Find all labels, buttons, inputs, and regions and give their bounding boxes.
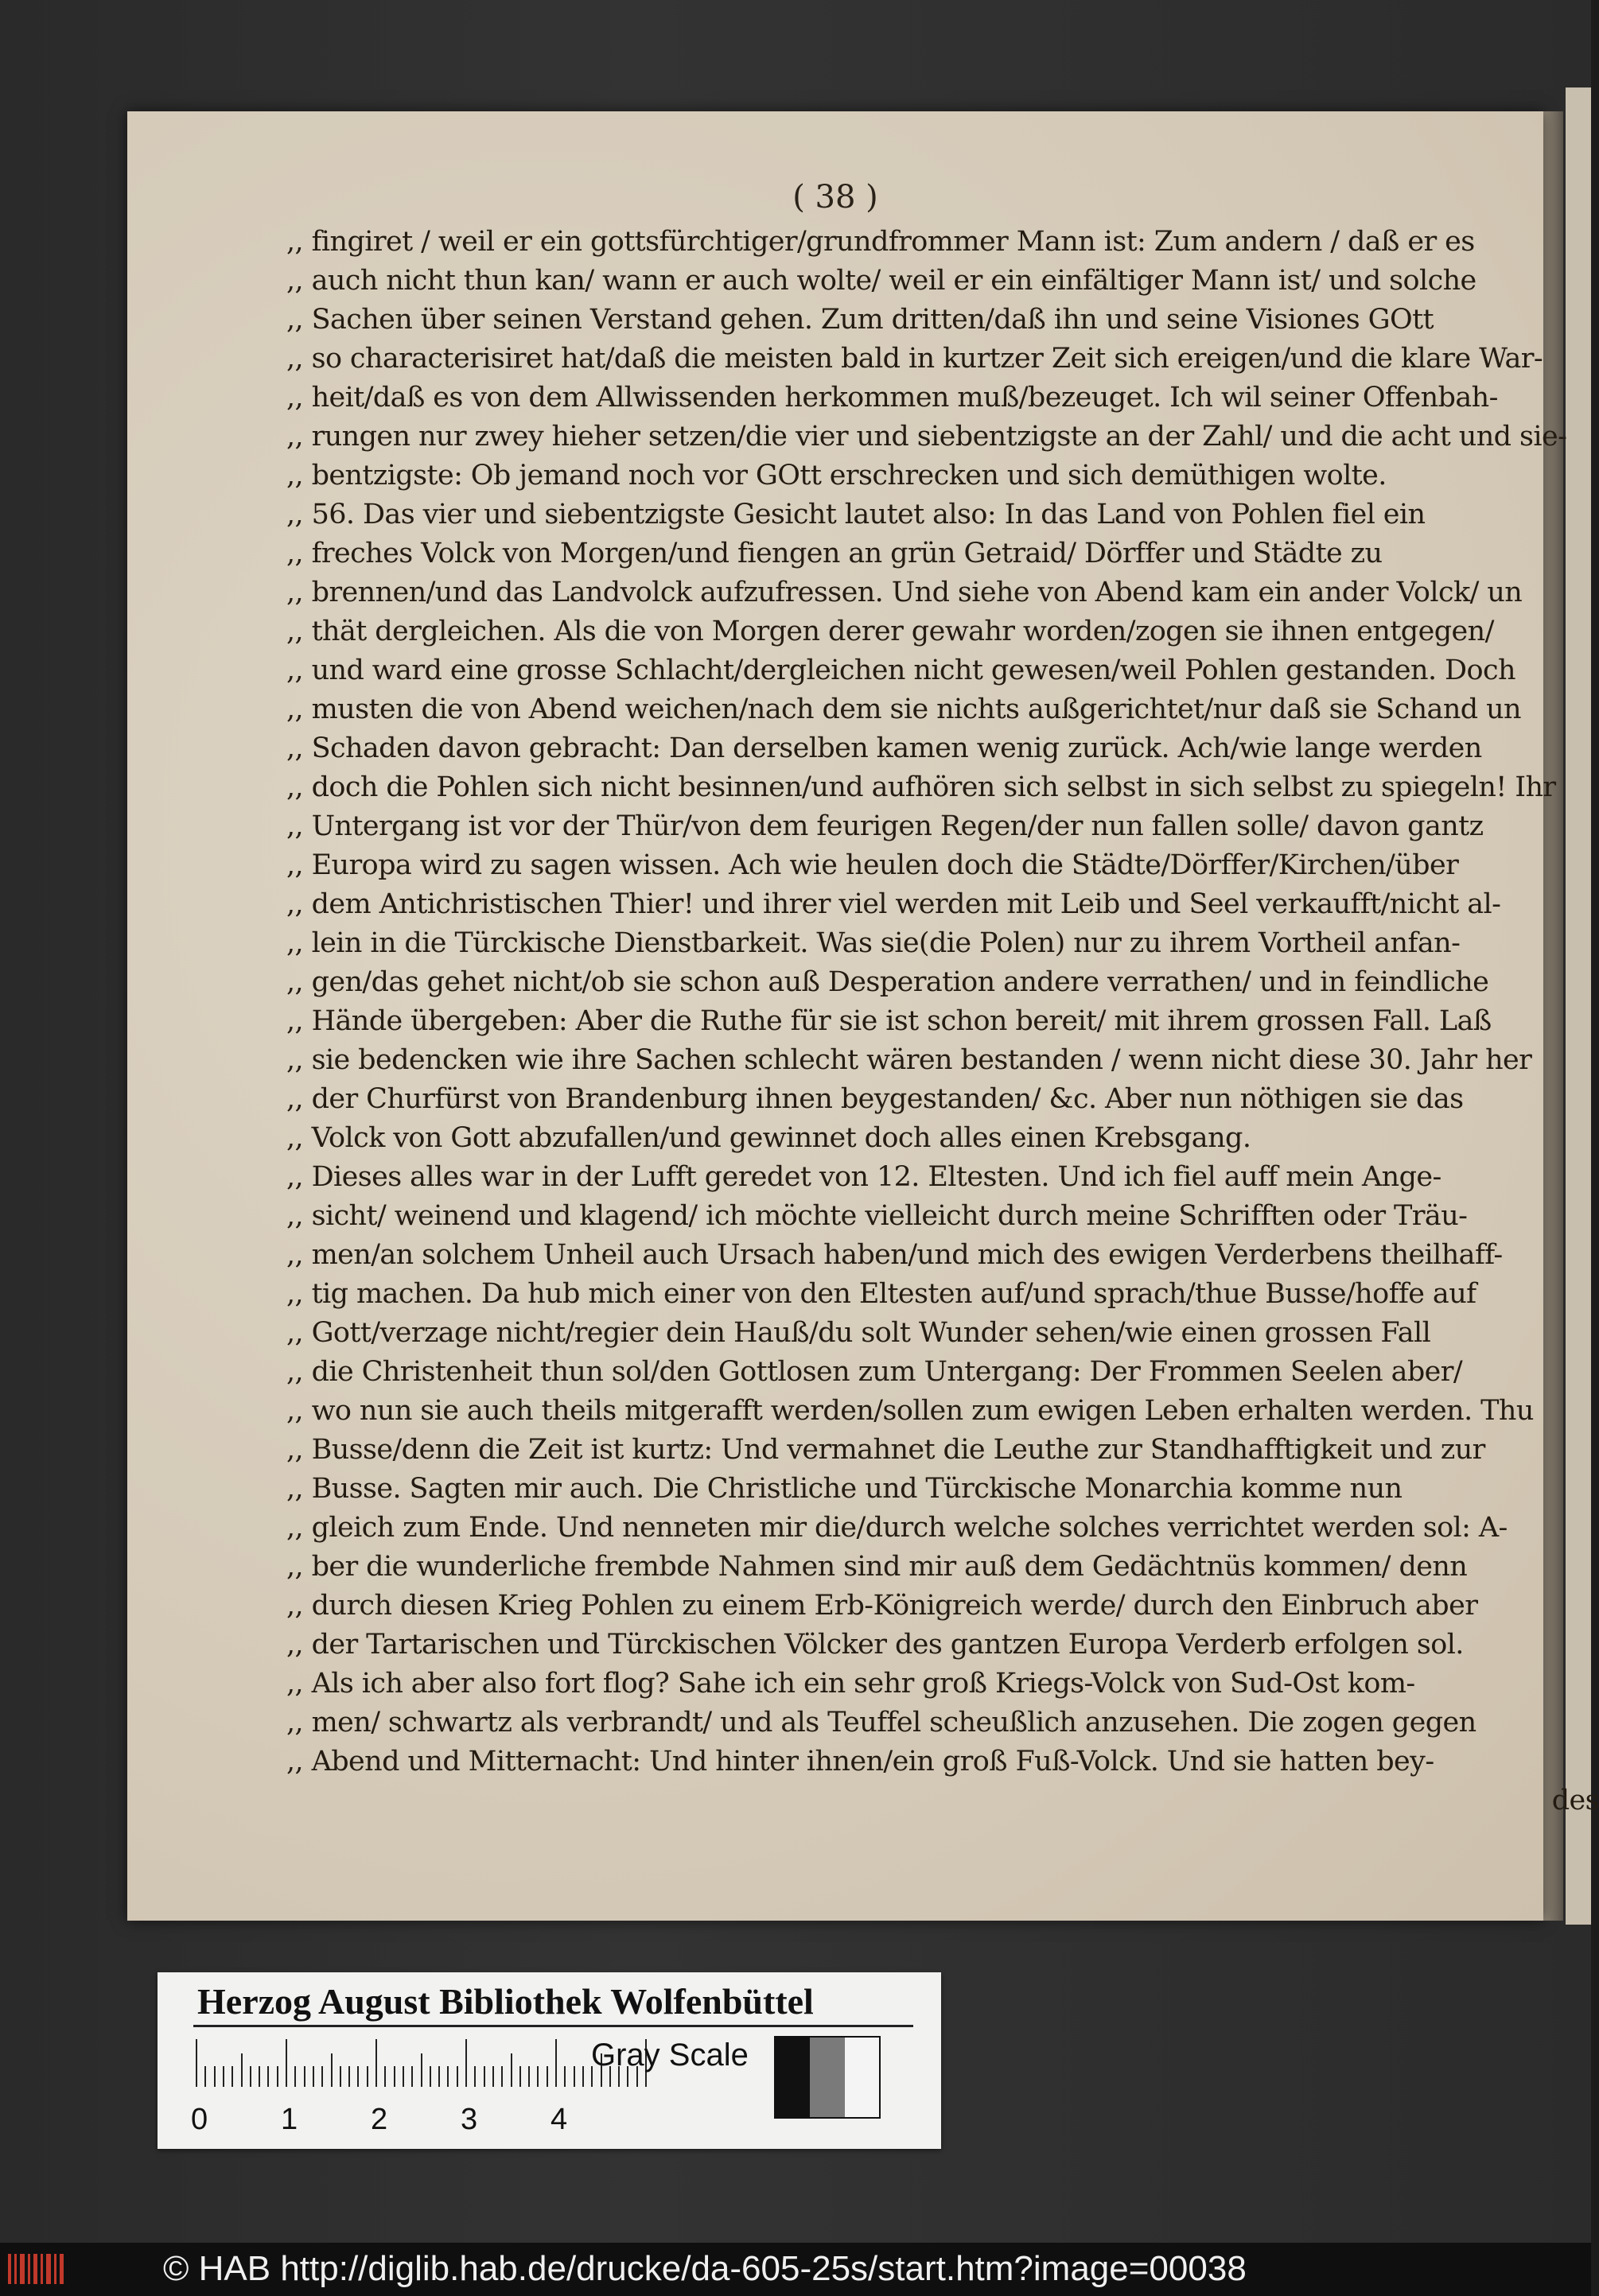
footer-bar [0, 2243, 1591, 2296]
text-line: ,, Dieses alles war in der Lufft geredet von 12. Eltesten. Und ich fiel auff mein Ange- [286, 1161, 1441, 1193]
ruler-tick [465, 2039, 467, 2087]
text-line: ,, musten die von Abend weichen/nach dem sie nichts außgerichtet/nur daß sie Schand un [286, 693, 1521, 725]
text-line: ,, brennen/und das Landvolck aufzufressen. Und siehe von Abend kam ein ander Volck/ un [286, 577, 1523, 608]
ruler-tick [564, 2066, 566, 2087]
catchword: des [1551, 1785, 1599, 1816]
text-line: ,, 56. Das vier und siebentzigste Gesicht lautet also: In das Land von Pohlen fiel ein [286, 499, 1426, 530]
text-line: ,, die Christenheit thun sol/den Gottlosen zum Untergang: Der Frommen Seelen aber/ [286, 1356, 1463, 1388]
text-line: ,, der Churfürst von Brandenburg ihnen beygestanden/ &c. Aber nun nöthigen sie das [286, 1083, 1464, 1115]
ruler-number-4: 4 [551, 2103, 568, 2136]
ruler-tick [447, 2066, 449, 2087]
ruler-tick [340, 2066, 341, 2087]
ruler-tick [501, 2066, 503, 2087]
ruler-tick [411, 2066, 413, 2087]
text-line: ,, auch nicht thun kan/ wann er auch wolte/ weil er ein einfältiger Mann ist/ und solche [286, 265, 1476, 297]
ruler-tick [394, 2066, 395, 2087]
swatch-gray [810, 2038, 844, 2117]
text-line: ,, Busse/denn die Zeit ist kurtz: Und vermahnet die Leuthe zur Standhafftigkeit und zur [286, 1434, 1485, 1466]
ruler-tick [250, 2066, 251, 2087]
ruler-tick [223, 2066, 224, 2087]
text-line: ,, der Tartarischen und Türckischen Völcker des gantzen Europa Verderb erfolgen sol. [286, 1629, 1464, 1661]
ruler-tick [313, 2066, 314, 2087]
ruler-tick [331, 2053, 333, 2087]
text-line: ,, Europa wird zu sagen wissen. Ach wie heulen doch die Städte/Dörffer/Kirchen/über [286, 849, 1459, 881]
page-number: ( 38 ) [792, 179, 878, 216]
ruler-tick [519, 2066, 521, 2087]
text-line: ,, Abend und Mitternacht: Und hinter ihnen/ein groß Fuß-Volck. Und sie hatten bey- [286, 1746, 1434, 1777]
ruler-tick [511, 2053, 512, 2087]
text-line: ,, sicht/ weinend und klagend/ ich möchte vielleicht durch meine Schrifften oder Träu- [286, 1200, 1468, 1232]
ruler-tick [294, 2066, 296, 2087]
ruler-tick [492, 2066, 494, 2087]
book-page [127, 111, 1599, 1921]
ruler-tick [259, 2066, 260, 2087]
text-line: ,, freches Volck von Morgen/und fiengen an grün Getraid/ Dörffer und Städte zu [286, 538, 1383, 569]
ruler-tick [430, 2066, 431, 2087]
swatch-black [776, 2038, 810, 2117]
text-block [286, 223, 1599, 1820]
ruler-tick [367, 2066, 368, 2087]
text-line: ,, Volck von Gott abzufallen/und gewinnet doch alles einen Krebsgang. [286, 1122, 1251, 1154]
text-line: ,, Schaden davon gebracht: Dan derselben kamen wenig zurück. Ach/wie lange werden [286, 732, 1482, 764]
text-line: ,, Gott/verzage nicht/regier dein Hauß/du solt Wunder sehen/wie einen grossen Fall [286, 1317, 1431, 1349]
ruler-tick [304, 2066, 305, 2087]
text-line: ,, doch die Pohlen sich nicht besinnen/und aufhören sich selbst in sich selbst zu spiegeln! Ihr [286, 771, 1556, 803]
ruler-tick [196, 2039, 197, 2087]
ruler-tick [421, 2053, 422, 2087]
text-line: ,, Hände übergeben: Aber die Ruthe für sie ist schon bereit/ mit ihrem grossen Fall. Laß [286, 1005, 1492, 1037]
ruler-tick [214, 2066, 216, 2087]
ruler-tick [321, 2066, 323, 2087]
text-line: ,, men/ schwartz als verbrandt/ und als Teuffel scheußlich anzusehen. Die zogen gegen [286, 1707, 1476, 1739]
text-line: ,, gen/das gehet nicht/ob sie schon auß Desperation andere verrathen/ und in feindliche [286, 966, 1489, 998]
text-line: ,, lein in die Türckische Dienstbarkeit. Was sie(die Polen) nur zu ihrem Vortheil anfan- [286, 927, 1461, 959]
text-line: ,, fingiret / weil er ein gottsfürchtiger/grundfrommer Mann ist: Zum andern / daß er es [286, 226, 1475, 258]
ruler-tick [267, 2066, 269, 2087]
ruler-tick [474, 2066, 476, 2087]
ruler-tick [528, 2066, 530, 2087]
text-line: ,, wo nun sie auch theils mitgerafft werden/sollen zum ewigen Leben erhalten werden. Thu [286, 1395, 1534, 1427]
ruler-number-3: 3 [461, 2103, 478, 2136]
ruler-tick [484, 2066, 485, 2087]
text-line: ,, thät dergleichen. Als die von Morgen derer gewahr worden/zogen sie ihnen entgegen/ [286, 616, 1494, 647]
text-line: ,, tig machen. Da hub mich einer von den Eltesten auf/und sprach/thue Busse/hoffe auf [286, 1278, 1476, 1310]
ruler-tick [384, 2066, 386, 2087]
ruler-number-2: 2 [371, 2103, 388, 2136]
text-line: ,, rungen nur zwey hieher setzen/die vier und siebentzigste an der Zahl/ und die acht und sie- [286, 421, 1567, 453]
ruler-tick [348, 2066, 350, 2087]
ruler-tick [277, 2066, 278, 2087]
ruler-tick [574, 2066, 575, 2087]
ruler-tick [204, 2066, 206, 2087]
ruler-tick [241, 2053, 243, 2087]
card-divider [193, 2025, 913, 2027]
ruler-tick [286, 2039, 287, 2087]
text-line: ,, durch diesen Krieg Pohlen zu einem Erb-Königreich werde/ durch den Einbruch aber [286, 1590, 1478, 1622]
color-calibration-card [158, 1972, 941, 2149]
text-line: ,, so characterisiret hat/daß die meisten bald in kurtzer Zeit sich ereigen/und die klare War- [286, 343, 1543, 375]
text-line: ,, dem Antichristischen Thier! und ihrer viel werden mit Leib und Seel verkaufft/nicht al- [286, 888, 1501, 920]
ruler-number-1: 1 [281, 2103, 298, 2136]
ruler-tick [547, 2066, 548, 2087]
text-line: ,, gleich zum Ende. Und nenneten mir die/durch welche solches verrichtet werden sol: A- [286, 1512, 1508, 1544]
barcode-logo-icon [6, 2251, 66, 2287]
text-line: ,, Sachen über seinen Verstand gehen. Zum dritten/daß ihn und seine Visiones GOtt [286, 304, 1434, 336]
ruler-tick [231, 2066, 233, 2087]
ruler-tick [582, 2066, 584, 2087]
text-line: ,, bentzigste: Ob jemand noch vor GOtt erschrecken und sich demüthigen wolte. [286, 460, 1387, 491]
ruler-number-0: 0 [191, 2103, 208, 2136]
ruler-tick [555, 2039, 557, 2087]
ruler-tick [438, 2066, 440, 2087]
text-line: ,, heit/daß es von dem Allwissenden herkommen muß/bezeuget. Ich wil seiner Offenbah- [286, 382, 1498, 414]
ruler-tick [457, 2066, 458, 2087]
ruler-tick [357, 2066, 359, 2087]
gray-scale-swatches [774, 2036, 881, 2119]
text-line: ,, men/an solchem Unheil auch Ursach haben/und mich des ewigen Verderbens theilhaff- [286, 1239, 1503, 1271]
card-title: Herzog August Bibliothek Wolfenbüttel [197, 1981, 814, 2022]
gray-scale-label: Gray Scale [591, 2038, 749, 2073]
swatch-white [845, 2038, 879, 2117]
ruler-tick [403, 2066, 404, 2087]
ruler-tick [537, 2066, 539, 2087]
text-line: ,, sie bedencken wie ihre Sachen schlecht wären bestanden / wenn nicht diese 30. Jahr her [286, 1044, 1532, 1076]
ruler-tick [375, 2039, 377, 2087]
text-line: ,, ber die wunderliche frembde Nahmen sind mir auß dem Gedächtnüs kommen/ denn [286, 1551, 1468, 1583]
text-line: ,, Busse. Sagten mir auch. Die Christliche und Türckische Monarchia komme nun [286, 1473, 1403, 1505]
text-line: ,, Untergang ist vor der Thür/von dem feurigen Regen/der nun fallen solle/ davon gantz [286, 810, 1484, 842]
copyright-url-text: © HAB http://diglib.hab.de/drucke/da-605-25s/start.htm?image=00038 [163, 2249, 1247, 2288]
text-line: ,, Als ich aber also fort flog? Sahe ich ein sehr groß Kriegs-Volck von Sud-Ost kom- [286, 1668, 1415, 1700]
text-line: ,, und ward eine grosse Schlacht/dergleichen nicht gewesen/weil Pohlen gestanden. Doch [286, 655, 1515, 686]
